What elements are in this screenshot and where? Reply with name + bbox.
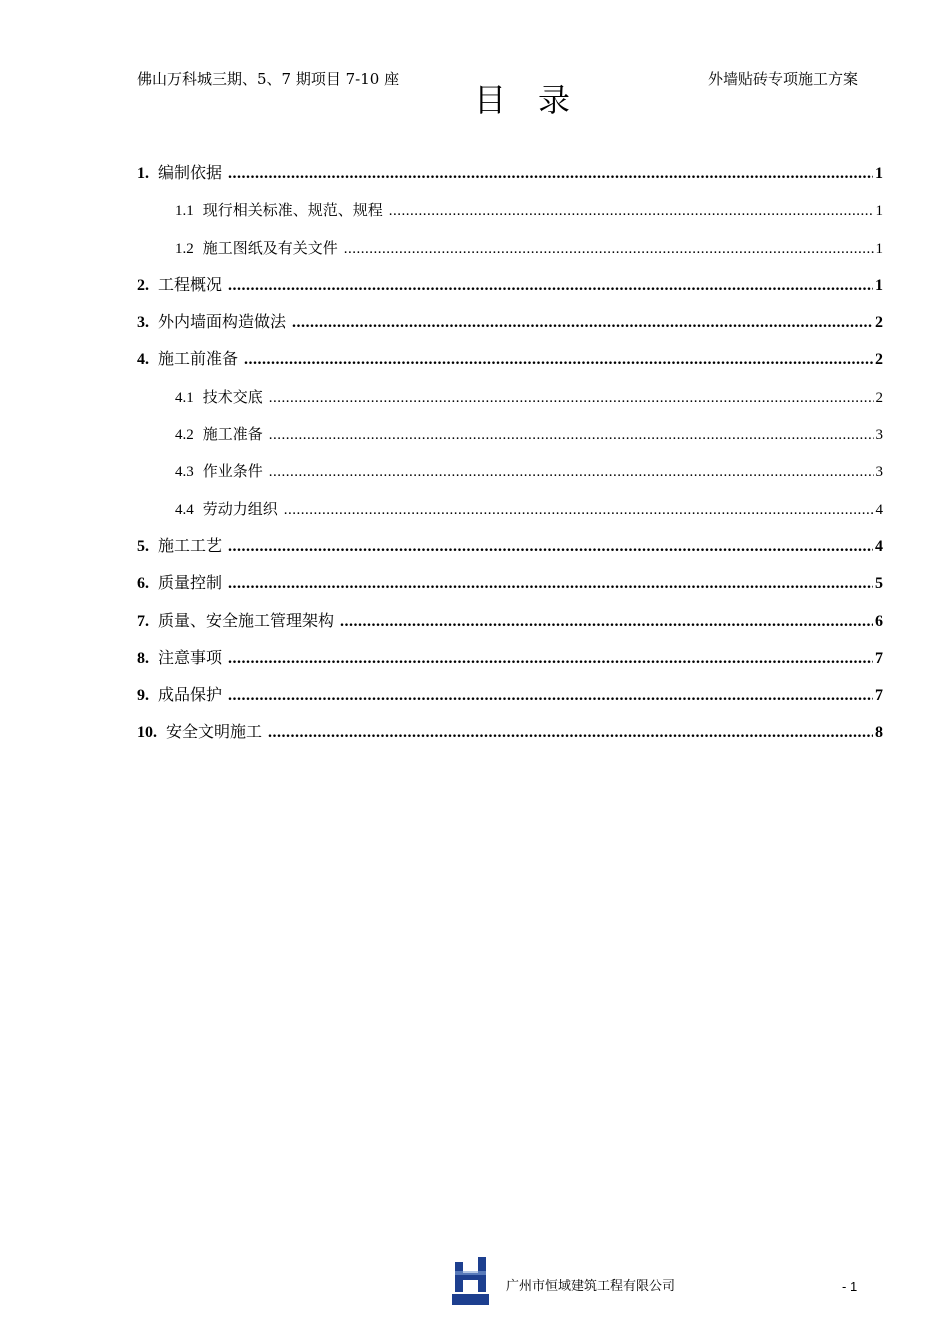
- toc-entry-title: 现行相关标准、规范、规程: [202, 201, 383, 220]
- toc-entry-number: 10.: [137, 724, 157, 742]
- toc-dot-leader: [228, 647, 873, 671]
- toc-entry-page: 3: [875, 427, 883, 444]
- toc-entry-number: 2.: [137, 276, 149, 294]
- toc-entry-page: 2: [875, 314, 883, 332]
- toc-entry-title: 编制依据: [158, 163, 223, 182]
- toc-entry-number: 4.3: [175, 464, 194, 481]
- toc-entry-title: 质量、安全施工管理架构: [158, 610, 335, 630]
- toc-entry[interactable]: [137, 309, 883, 346]
- toc-entry[interactable]: [137, 608, 883, 645]
- toc-entry-page: 7: [875, 649, 883, 667]
- company-logo-icon: [452, 1257, 489, 1305]
- toc-entry-page: 4: [875, 501, 883, 518]
- page-title: 目录: [473, 81, 602, 119]
- toc-dot-leader: [244, 348, 873, 372]
- toc-entry-number: 1.1: [175, 203, 194, 220]
- toc-entry[interactable]: [137, 346, 883, 383]
- toc-dot-leader: [228, 684, 873, 708]
- toc-dot-leader: [340, 610, 873, 634]
- toc-entry-title: 作业条件: [202, 462, 263, 481]
- toc-entry-number: 8.: [137, 649, 149, 667]
- toc-entry[interactable]: [137, 160, 883, 197]
- toc-entry-page: 1: [875, 276, 883, 294]
- table-of-contents: [137, 160, 883, 757]
- toc-dot-leader: [228, 274, 873, 298]
- header-project-name: 佛山万科城三期、5、7 期项目 7-10 座: [137, 70, 400, 88]
- toc-entry-number: 5.: [137, 537, 149, 555]
- toc-entry[interactable]: [137, 719, 883, 756]
- toc-entry-page: 8: [875, 724, 883, 742]
- toc-entry[interactable]: [137, 533, 883, 570]
- toc-entry-title: 安全文明施工: [166, 722, 263, 742]
- toc-dot-leader: [268, 721, 873, 745]
- toc-entry-title: 注意事项: [158, 647, 223, 667]
- toc-dot-leader: [284, 498, 874, 522]
- toc-entry-page: 2: [875, 351, 883, 369]
- toc-entry-page: 5: [875, 575, 883, 593]
- toc-entry-title: 工程概况: [158, 274, 223, 294]
- toc-entry[interactable]: [137, 458, 883, 495]
- toc-dot-leader: [344, 237, 874, 261]
- toc-entry-title: 成品保护: [158, 685, 223, 705]
- toc-entry-number: 4.: [137, 351, 149, 369]
- toc-entry-title: 技术交底: [202, 387, 263, 406]
- toc-entry[interactable]: [137, 645, 883, 682]
- toc-entry-title: 施工准备: [202, 425, 263, 444]
- toc-entry[interactable]: [137, 235, 883, 272]
- toc-entry-number: 6.: [137, 575, 149, 593]
- toc-entry-number: 3.: [137, 314, 149, 332]
- toc-dot-leader: [228, 535, 873, 559]
- toc-entry-title: 施工前准备: [158, 349, 239, 369]
- toc-entry[interactable]: [137, 384, 883, 421]
- toc-dot-leader: [269, 386, 874, 410]
- toc-dot-leader: [269, 423, 874, 447]
- toc-dot-leader: [292, 311, 873, 335]
- toc-entry-page: 1: [875, 240, 883, 257]
- footer-page-number: - 1: [842, 1279, 858, 1294]
- toc-entry[interactable]: [137, 496, 883, 533]
- toc-entry-number: 1.2: [175, 240, 194, 257]
- toc-entry-number: 7.: [137, 612, 149, 630]
- toc-entry-page: 7: [875, 687, 883, 705]
- toc-entry[interactable]: [137, 197, 883, 234]
- toc-entry-page: 4: [875, 537, 883, 555]
- toc-entry-page: 1: [875, 203, 883, 220]
- toc-entry-page: 6: [875, 612, 883, 630]
- toc-entry-number: 4.1: [175, 389, 194, 406]
- toc-entry-number: 1.: [137, 165, 149, 182]
- toc-dot-leader: [269, 460, 874, 484]
- toc-entry-page: 3: [875, 464, 883, 481]
- toc-entry-number: 9.: [137, 687, 149, 705]
- toc-entry[interactable]: [137, 570, 883, 607]
- footer-company-name: 广州市恒域建筑工程有限公司: [506, 1279, 676, 1294]
- toc-entry-number: 4.2: [175, 427, 194, 444]
- header-document-name: 外墙贴砖专项施工方案: [707, 70, 858, 88]
- toc-dot-leader: [389, 199, 874, 223]
- toc-entry-number: 4.4: [175, 501, 194, 518]
- toc-entry-page: 1: [875, 165, 883, 182]
- toc-entry-title: 施工图纸及有关文件: [202, 238, 338, 257]
- toc-entry-title: 外内墙面构造做法: [158, 312, 287, 332]
- toc-entry-title: 施工工艺: [158, 535, 223, 555]
- toc-dot-leader: [228, 162, 873, 186]
- toc-entry-page: 2: [875, 389, 883, 406]
- toc-entry-title: 劳动力组织: [202, 499, 278, 518]
- toc-entry[interactable]: [137, 272, 883, 309]
- toc-entry[interactable]: [137, 682, 883, 719]
- toc-dot-leader: [228, 572, 873, 596]
- toc-entry-title: 质量控制: [158, 573, 223, 593]
- toc-entry[interactable]: [137, 421, 883, 458]
